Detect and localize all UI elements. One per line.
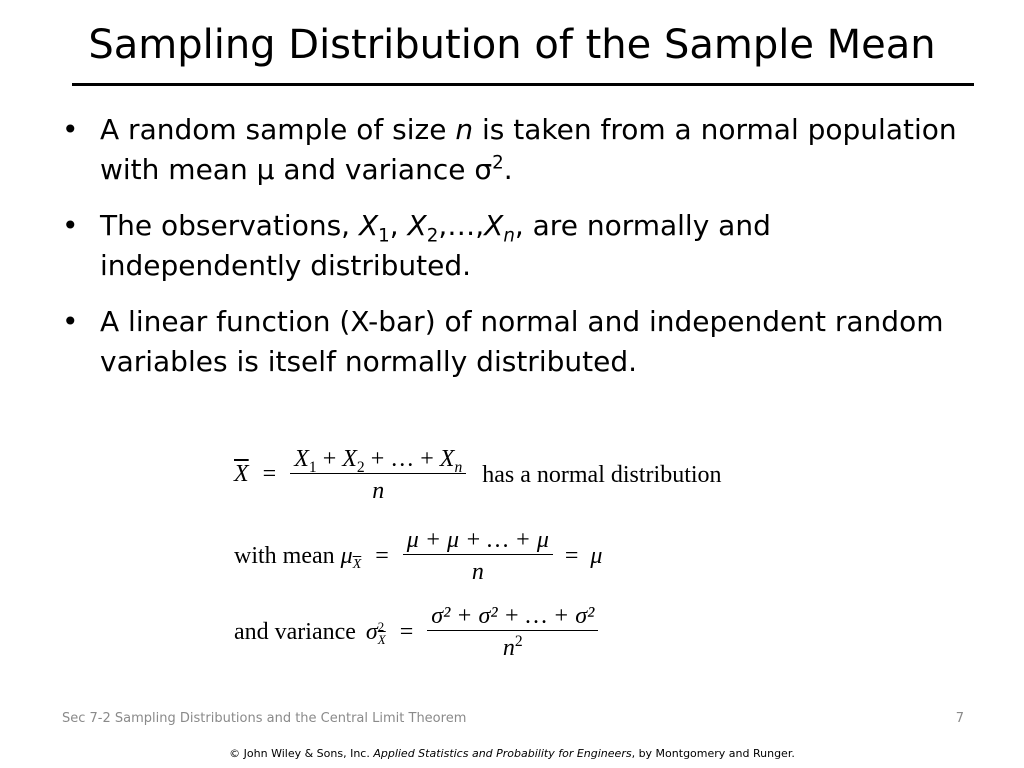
bullet-icon: • bbox=[62, 113, 79, 146]
equation-sample-mean: $\overline{X}$ = $\frac{X_1 + X_2 + \dots + X_n}{n}$ has a normal distribution bbox=[234, 446, 722, 504]
equation-variance: and variance σ $\frac{2}{X}$ = $\frac{\text{σ² + σ² + … + σ²}}{n^2}$ bbox=[234, 603, 598, 662]
slide-title: Sampling Distribution of the Sample Mean bbox=[88, 22, 936, 68]
title-underline bbox=[72, 83, 974, 86]
mean-fraction: $\frac{\mu + \mu + \dots + \mu}{n}$ bbox=[403, 527, 553, 586]
bullet-item-observations: • The observations, $X_1$, $X_2,\dots,X_n$, are normally and independently distributed. bbox=[62, 206, 962, 286]
xbar-symbol: $\overline{X}$ bbox=[234, 461, 249, 488]
variance-fraction: $\frac{\text{σ² + σ² + … + σ²}}{n^2}$ bbox=[427, 603, 598, 662]
bullet-item-linear-function: • A linear function (X-bar) of normal and independent random variables is itself normally distributed. bbox=[62, 302, 962, 382]
footer-section: Sec 7-2 Sampling Distributions and the Central Limit Theorem bbox=[62, 711, 467, 726]
bullet-list bbox=[62, 110, 962, 398]
equation-mean: with mean $\mu_{\overline{X}}$ = $\frac{\mu + \mu + \dots + \mu}{n}$ = μ bbox=[234, 527, 603, 585]
page-number: 7 bbox=[955, 711, 964, 726]
copyright-line: © John Wiley & Sons, Inc. Applied Statistics and Probability for Engineers, by Montgomery and Runger. bbox=[229, 747, 795, 760]
sample-mean-fraction: $\frac{X_1 + X_2 + \dots + X_n}{n}$ bbox=[290, 446, 466, 505]
bullet-icon: • bbox=[62, 209, 79, 242]
bullet-item-sample: • A random sample of size n is taken from a normal population with mean μ and variance $\sigma^2$. bbox=[62, 110, 962, 190]
bullet-icon: • bbox=[62, 305, 79, 338]
